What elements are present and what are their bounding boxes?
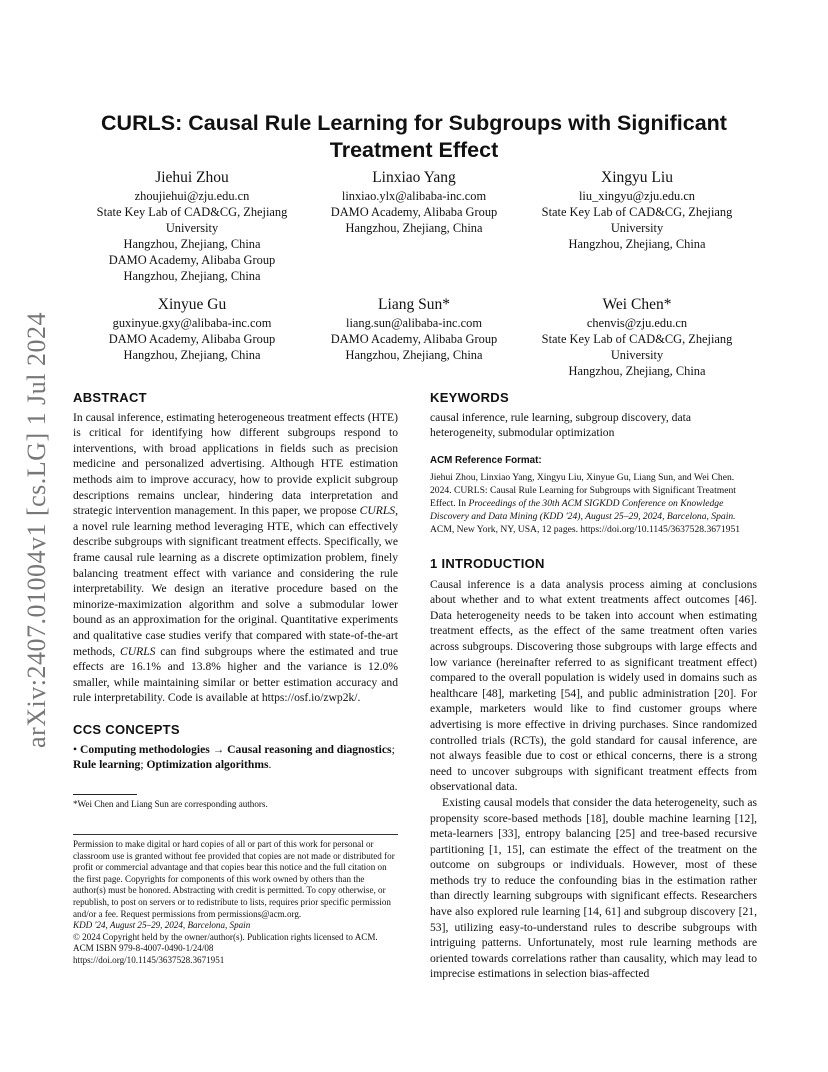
ccs-term: Optimization algorithms	[146, 758, 269, 772]
author-affiliation: State Key Lab of CAD&CG, Zhejiang	[541, 205, 733, 219]
abstract-part: In causal inference, estimating heterogeneous treatment effects (HTE) is critical for identifying how different subgroups respond to interventions, with broad applications in fields such as precision medicine and personalized advertising. Although HTE estimation methods aim to improve accuracy, how to provide explicit subgroup descriptions remains unclear, hindering data interpretation and strategic intervention management. In this paper, we propose	[73, 410, 398, 518]
author-block	[517, 295, 757, 379]
author-affiliation: State Key Lab of CAD&CG, Zhejiang	[541, 332, 733, 346]
ccs-term: Causal reasoning and diagnostics	[227, 742, 392, 756]
keywords-heading: KEYWORDS	[430, 390, 509, 405]
method-name: CURLS	[120, 644, 156, 658]
bullet: •	[73, 742, 78, 756]
abstract-heading: ABSTRACT	[73, 390, 147, 405]
copyright: © 2024 Copyright held by the owner/author(s). Publication rights licensed to ACM.	[73, 931, 378, 942]
abstract-text	[73, 410, 398, 706]
author-name: Xingyu Liu	[601, 169, 673, 186]
author-location: Hangzhou, Zhejiang, China	[123, 237, 261, 251]
abstract-part: , a novel rule learning method leveraging HTE, which can effectively describe subgroups with significant treatment effects. Specifically, we frame causal rule learning as a discrete optimization problem, finely balancing treatment effect with variance and considering the rule interpretability. We design an iterative procedure based on the minorize-maximization algorithm and solve a submodular lower bound as an approximation for the original. Quantitative experiments and qualitative case studies verify that compared with state-of-the-art methods,	[73, 504, 398, 658]
keywords-section	[430, 390, 757, 441]
author-block	[294, 168, 534, 236]
author-email: liu_xingyu@zju.edu.cn	[578, 189, 696, 203]
permission-rule	[73, 834, 398, 835]
author-email: linxiao.ylx@alibaba-inc.com	[341, 189, 487, 203]
ccs-text	[73, 742, 398, 773]
author-block	[517, 168, 757, 252]
ref-part: Jiehui Zhou, Linxiao Yang, Xingyu Liu, Xinyue Gu, Liang Sun, and Wei Chen. 2024. CURLS: Causal Rule Learning for Subgroups with Significant Treatment Effect. In	[430, 471, 736, 509]
introduction-heading: 1 INTRODUCTION	[430, 556, 545, 571]
author-block	[294, 295, 534, 363]
author-block	[72, 168, 312, 284]
author-email: guxinyue.gxy@alibaba-inc.com	[112, 316, 272, 330]
arrow: →	[209, 742, 228, 756]
separator: ;	[391, 742, 395, 756]
ref-proceedings: Proceedings of the 30th ACM SIGKDD Conference on Knowledge Discovery and Data Mining (KDD '24), August 25–29, 2024, Barcelona, Spain.	[430, 497, 736, 522]
author-location: Hangzhou, Zhejiang, China	[123, 348, 261, 362]
author-location: Hangzhou, Zhejiang, China	[123, 269, 261, 283]
arxiv-sidebar	[12, 300, 62, 760]
introduction-section	[430, 556, 757, 982]
paper-title	[60, 110, 768, 164]
venue: KDD '24, August 25–29, 2024, Barcelona, Spain	[73, 920, 251, 931]
keywords-text: causal inference, rule learning, subgroup discovery, data heterogeneity, submodular optimization	[430, 410, 691, 440]
abstract-part: can find subgroups where the estimated and true effects are 16.1% and 13.8% higher and the variance is 12.0% smaller, while maintaining similar or better estimation accuracy and rule interpretability. Code is available at https://osf.io/zwp2k/.	[73, 644, 398, 705]
ccs-term: Rule learning	[73, 758, 141, 772]
title-line-1: CURLS: Causal Rule Learning for Subgroups with Significant	[101, 111, 727, 135]
footnote-rule	[73, 794, 137, 795]
ccs-heading: CCS CONCEPTS	[73, 722, 180, 737]
permission-block	[73, 839, 398, 967]
author-affiliation: DAMO Academy, Alibaba Group	[330, 205, 498, 219]
isbn: ACM ISBN 979-8-4007-0490-1/24/08	[73, 943, 214, 954]
permission-text: Permission to make digital or hard copies of all or part of this work for personal or classroom use is granted without fee provided that copies are not made or distributed for profit or commercial advantage and that copies bear this notice and the full citation on the first page. Copyrights for components of this work owned by others than the author(s) must be honored. Abstracting with credit is permitted. To copy otherwise, or republish, to post on servers or to redistribute to lists, requires prior specific permission and/or a fee. Request permissions from permissions@acm.org.	[73, 839, 395, 919]
author-name: Xinyue Gu	[157, 296, 227, 313]
author-affiliation: University	[610, 348, 664, 362]
author-affiliation: State Key Lab of CAD&CG, Zhejiang	[96, 205, 288, 219]
footnote: *Wei Chen and Liang Sun are corresponding authors.	[73, 799, 268, 809]
acm-reference-heading: ACM Reference Format:	[430, 455, 542, 466]
separator: ;	[140, 758, 147, 772]
author-location: Hangzhou, Zhejiang, China	[568, 237, 706, 251]
doi-link[interactable]: https://doi.org/10.1145/3637528.3671951	[73, 954, 225, 965]
abstract-section	[73, 390, 398, 706]
author-name: Linxiao Yang	[372, 169, 456, 186]
acm-reference-text	[430, 471, 757, 536]
intro-paragraph: Causal inference is a data analysis process aiming at conclusions about whether and to what extent treatments affect outcomes [46]. Data heterogeneity needs to be taken into account when estimating treatment effects, as the effect of the same treatment often varies across subgroups. Discovering those subgroups with large effects and low variance (hereinafter referred to as significant treatment effect) compared to the overall population is widely used in domains such as healthcare [48], marketing [54], and public administration [20]. For example, marketers would like to find customer groups where advertising is more effective in driving purchases. Since randomized controlled trials (RCTs), the gold standard for causal inference, are not always feasible due to cost or ethical concerns, there is a strong need to uncover subgroups with significant treatment effects from observational data.	[430, 577, 757, 794]
ccs-section	[73, 722, 398, 773]
author-name: Wei Chen*	[602, 296, 672, 313]
method-name: CURLS	[359, 504, 396, 518]
author-email: zhoujiehui@zju.edu.cn	[134, 189, 250, 203]
author-name: Jiehui Zhou	[155, 169, 229, 186]
ref-part: ACM, New York, NY, USA, 12 pages. https://doi.org/10.1145/3637528.3671951	[430, 523, 741, 535]
separator: .	[268, 758, 272, 772]
arxiv-identifier: arXiv:2407.01004v1 [cs.LG] 1 Jul 2024	[22, 312, 51, 748]
author-location: Hangzhou, Zhejiang, China	[568, 364, 706, 378]
author-location: Hangzhou, Zhejiang, China	[345, 221, 483, 235]
intro-paragraph: Existing causal models that consider the data heterogeneity, such as propensity score-based methods [18], double machine learning [12], meta-learners [33], entropy balancing [25] and tree-based recursive partitioning [1, 15], can estimate the effect of the treatment on the outcome on subgroups or individuals. However, most of these methods try to reduce the confounding bias in the estimation rather than directly learning subgroups with significant effects. Researchers have also explored rule learning [14, 61] and subgroup discovery [21, 53], utilizing easy-to-understand rules to describe subgroups with intriguing patterns. Unfortunately, most rule learning methods are oriented towards correlations rather than causality, which may lead to imprecise estimations in selection bias-affected	[430, 795, 757, 981]
author-affiliation: University	[165, 221, 219, 235]
acm-reference	[430, 453, 757, 536]
author-affiliation: DAMO Academy, Alibaba Group	[108, 253, 276, 267]
ccs-term: Computing methodologies	[79, 742, 210, 756]
title-line-2: Treatment Effect	[329, 138, 499, 162]
author-location: Hangzhou, Zhejiang, China	[345, 348, 483, 362]
author-email: chenvis@zju.edu.cn	[586, 316, 688, 330]
author-affiliation: DAMO Academy, Alibaba Group	[108, 332, 276, 346]
author-affiliation: DAMO Academy, Alibaba Group	[330, 332, 498, 346]
author-block	[72, 295, 312, 363]
author-email: liang.sun@alibaba-inc.com	[346, 316, 482, 330]
author-name: Liang Sun*	[378, 296, 450, 313]
author-affiliation: University	[610, 221, 664, 235]
